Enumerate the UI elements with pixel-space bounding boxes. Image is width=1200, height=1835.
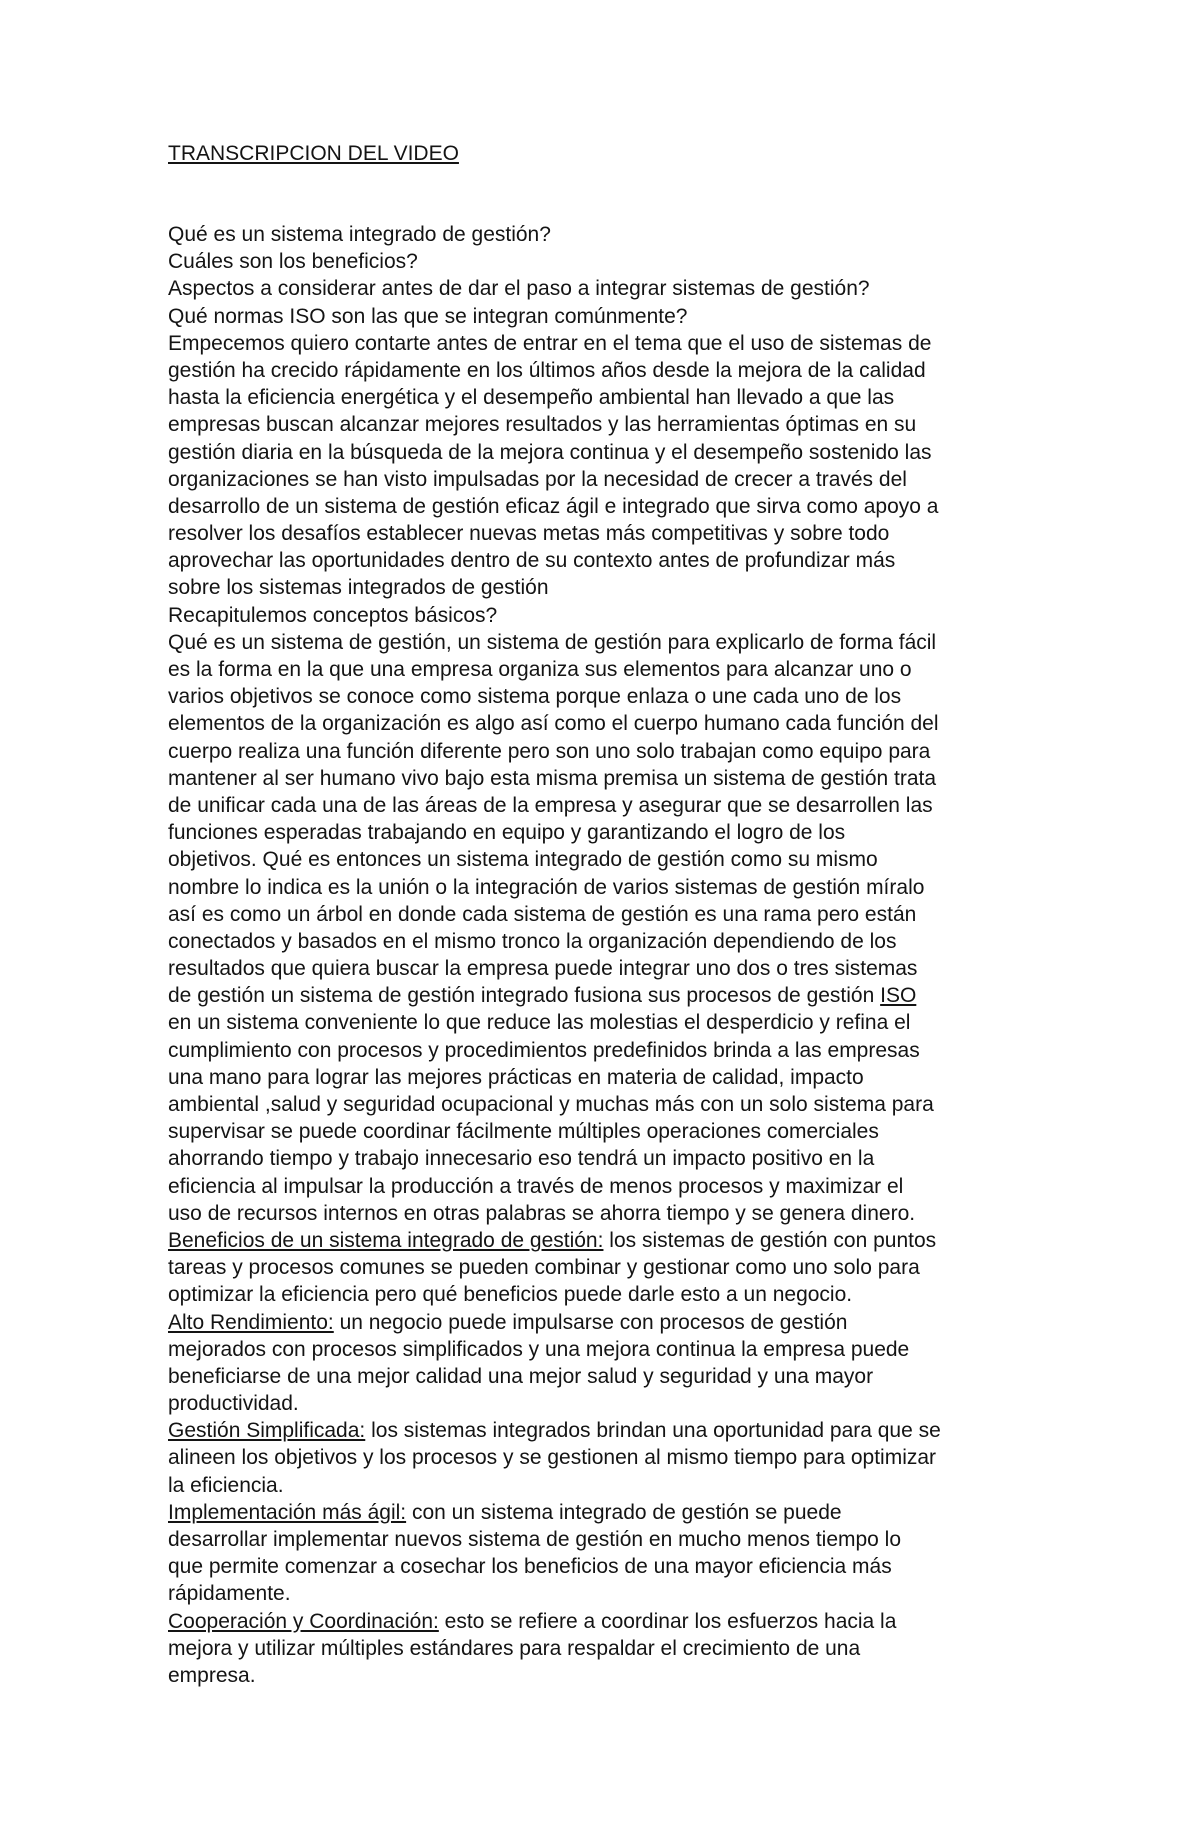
text-line bbox=[168, 846, 1048, 873]
text-line bbox=[168, 520, 1048, 547]
text-run: ahorrando tiempo y trabajo innecesario eso tendrá un impacto positivo en la bbox=[168, 1147, 875, 1171]
text-run: empresa. bbox=[168, 1663, 256, 1687]
text-run: con un sistema integrado de gestión se puede bbox=[406, 1500, 842, 1524]
text-line bbox=[168, 466, 1048, 493]
text-run: así es como un árbol en donde cada sistema de gestión es una rama pero están bbox=[168, 902, 917, 926]
text-run: uso de recursos internos en otras palabras se ahorra tiempo y se genera dinero. bbox=[168, 1201, 916, 1225]
text-line bbox=[168, 330, 1048, 357]
text-line bbox=[168, 303, 1048, 330]
text-line bbox=[168, 629, 1048, 656]
text-run: optimizar la eficiencia pero qué beneficios puede darle esto a un negocio. bbox=[168, 1283, 853, 1307]
text-run: en un sistema conveniente lo que reduce las molestias el desperdicio y refina el bbox=[168, 1011, 911, 1035]
text-run: de unificar cada una de las áreas de la empresa y asegurar que se desarrollen las bbox=[168, 793, 933, 817]
text-run: eficiencia al impulsar la producción a través de menos procesos y maximizar el bbox=[168, 1174, 904, 1198]
text-run: organizaciones se han visto impulsadas por la necesidad de crecer a través del bbox=[168, 467, 907, 491]
text-line bbox=[168, 1227, 1048, 1254]
text-run: mantener al ser humano vivo bajo esta misma premisa un sistema de gestión trata bbox=[168, 766, 937, 790]
text-line bbox=[168, 710, 1048, 737]
text-line bbox=[168, 1417, 1048, 1444]
text-line bbox=[168, 1363, 1048, 1390]
text-run: de gestión un sistema de gestión integrado fusiona sus procesos de gestión bbox=[168, 984, 881, 1008]
text-run: resultados que quiera buscar la empresa puede integrar uno dos o tres sistemas bbox=[168, 957, 918, 981]
text-line bbox=[168, 439, 1048, 466]
underlined-heading: Beneficios de un sistema integrado de gestión: bbox=[168, 1228, 604, 1252]
text-line bbox=[168, 1608, 1048, 1635]
text-line bbox=[168, 275, 1048, 302]
text-line bbox=[168, 1037, 1048, 1064]
text-run: sobre los sistemas integrados de gestión bbox=[168, 576, 549, 600]
text-line bbox=[168, 1254, 1048, 1281]
text-line bbox=[168, 1281, 1048, 1308]
text-line bbox=[168, 1553, 1048, 1580]
text-run: aprovechar las oportunidades dentro de su contexto antes de profundizar más bbox=[168, 549, 896, 573]
text-line bbox=[168, 874, 1048, 901]
text-line bbox=[168, 1200, 1048, 1227]
text-run: tareas y procesos comunes se pueden combinar y gestionar como uno solo para bbox=[168, 1256, 920, 1280]
underlined-heading: Alto Rendimiento: bbox=[168, 1310, 334, 1334]
text-line bbox=[168, 1064, 1048, 1091]
text-run: desarrollo de un sistema de gestión eficaz ágil e integrado que sirva como apoyo a bbox=[168, 494, 939, 518]
text-run: Cuáles son los beneficios? bbox=[168, 250, 418, 274]
text-line bbox=[168, 1309, 1048, 1336]
text-run: la eficiencia. bbox=[168, 1473, 284, 1497]
text-line bbox=[168, 901, 1048, 928]
text-line bbox=[168, 1635, 1048, 1662]
text-line bbox=[168, 792, 1048, 819]
text-run: mejora y utilizar múltiples estándares para respaldar el crecimiento de una bbox=[168, 1636, 861, 1660]
text-run: cuerpo realiza una función diferente pero son uno solo trabajan como equipo para bbox=[168, 739, 931, 763]
text-run: alineen los objetivos y los procesos y se gestionen al mismo tiempo para optimizar bbox=[168, 1446, 937, 1470]
text-run: nombre lo indica es la unión o la integración de varios sistemas de gestión míralo bbox=[168, 875, 925, 899]
text-run: Qué es un sistema integrado de gestión? bbox=[168, 223, 551, 246]
text-run: Qué normas ISO son las que se integran comúnmente? bbox=[168, 304, 688, 328]
text-line bbox=[168, 384, 1048, 411]
text-line bbox=[168, 1390, 1048, 1417]
text-run: supervisar se puede coordinar fácilmente múltiples operaciones comerciales bbox=[168, 1120, 879, 1144]
text-line bbox=[168, 574, 1048, 601]
text-line bbox=[168, 738, 1048, 765]
text-line bbox=[168, 1009, 1048, 1036]
text-line bbox=[168, 1118, 1048, 1145]
text-line bbox=[168, 1145, 1048, 1172]
text-run: gestión diaria en la búsqueda de la mejora continua y el desempeño sostenido las bbox=[168, 440, 932, 464]
text-line bbox=[168, 1526, 1048, 1553]
text-line bbox=[168, 955, 1048, 982]
text-run: Empecemos quiero contarte antes de entrar en el tema que el uso de sistemas de bbox=[168, 331, 932, 355]
text-run: productividad. bbox=[168, 1392, 299, 1416]
document-title: TRANSCRIPCION DEL VIDEO bbox=[168, 142, 459, 165]
text-run: empresas buscan alcanzar mejores resultados y las herramientas óptimas en su bbox=[168, 413, 917, 437]
text-line bbox=[168, 1662, 1048, 1689]
text-run: conectados y basados en el mismo tronco la organización dependiendo de los bbox=[168, 929, 897, 953]
text-run: esto se refiere a coordinar los esfuerzos hacia la bbox=[438, 1609, 897, 1633]
text-run: hasta la eficiencia energética y el desempeño ambiental han llevado a que las bbox=[168, 386, 895, 410]
underlined-heading: Gestión Simplificada: bbox=[168, 1419, 366, 1443]
text-line bbox=[168, 221, 1048, 248]
text-line bbox=[168, 1336, 1048, 1363]
text-line bbox=[168, 547, 1048, 574]
text-run: es la forma en la que una empresa organiza sus elementos para alcanzar uno o bbox=[168, 658, 912, 681]
text-run: un negocio puede impulsarse con procesos de gestión bbox=[333, 1310, 848, 1334]
text-line bbox=[168, 411, 1048, 438]
text-run: Recapitulemos conceptos básicos? bbox=[168, 603, 498, 627]
underlined-heading: ISO bbox=[880, 984, 917, 1008]
text-run: objetivos. Qué es entonces un sistema integrado de gestión como su mismo bbox=[168, 848, 878, 872]
text-line bbox=[168, 1173, 1048, 1200]
text-line bbox=[168, 1499, 1048, 1526]
text-run: desarrollar implementar nuevos sistema de gestión en mucho menos tiempo lo bbox=[168, 1528, 902, 1551]
underlined-heading: Cooperación y Coordinación: bbox=[168, 1609, 439, 1633]
text-run: mejorados con procesos simplificados y una mejora continua la empresa puede bbox=[168, 1337, 910, 1361]
text-run: los sistemas integrados brindan una oportunidad para que se bbox=[365, 1419, 941, 1443]
text-line bbox=[168, 928, 1048, 955]
text-line bbox=[168, 765, 1048, 792]
text-run: rápidamente. bbox=[168, 1582, 291, 1606]
text-line bbox=[168, 982, 1048, 1009]
text-line bbox=[168, 248, 1048, 275]
text-line bbox=[168, 683, 1048, 710]
text-line bbox=[168, 493, 1048, 520]
text-run: resolver los desafíos establecer nuevas metas más competitivas y sobre todo bbox=[168, 522, 890, 546]
text-run: ambiental ,salud y seguridad ocupacional y muchas más con un solo sistema para bbox=[168, 1093, 934, 1116]
text-run: elementos de la organización es algo así como el cuerpo humano cada función del bbox=[168, 712, 939, 736]
text-run: funciones esperadas trabajando en equipo y garantizando el logro de los bbox=[168, 821, 846, 845]
text-line bbox=[168, 656, 1048, 683]
text-run: varios objetivos se conoce como sistema porque enlaza o une cada uno de los bbox=[168, 685, 902, 709]
text-line bbox=[168, 357, 1048, 384]
text-line bbox=[168, 602, 1048, 629]
text-run: beneficiarse de una mejor calidad una mejor salud y seguridad y una mayor bbox=[168, 1364, 874, 1388]
text-run: los sistemas de gestión con puntos bbox=[603, 1228, 937, 1252]
text-line bbox=[168, 1580, 1048, 1607]
text-line bbox=[168, 1091, 1048, 1118]
text-line bbox=[168, 819, 1048, 846]
text-run: Aspectos a considerar antes de dar el paso a integrar sistemas de gestión? bbox=[168, 277, 870, 301]
text-run: Qué es un sistema de gestión, un sistema de gestión para explicarlo de forma fácil bbox=[168, 630, 937, 654]
text-line bbox=[168, 1472, 1048, 1499]
document-body bbox=[168, 221, 1048, 1689]
text-run: que permite comenzar a cosechar los beneficios de una mayor eficiencia más bbox=[168, 1555, 892, 1579]
text-run: cumplimiento con procesos y procedimientos predefinidos brinda a las empresas bbox=[168, 1038, 920, 1062]
text-run: gestión ha crecido rápidamente en los últimos años desde la mejora de la calidad bbox=[168, 358, 926, 382]
underlined-heading: Implementación más ágil: bbox=[168, 1500, 407, 1524]
text-run: una mano para lograr las mejores prácticas en materia de calidad, impacto bbox=[168, 1065, 864, 1089]
text-line bbox=[168, 1444, 1048, 1471]
